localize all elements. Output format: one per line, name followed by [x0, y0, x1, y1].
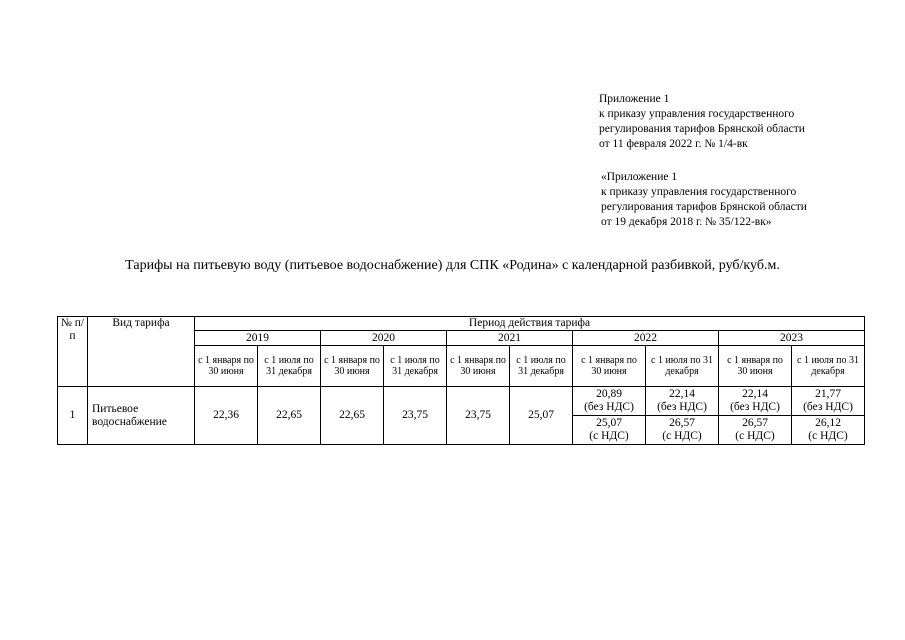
appendix-current-order: [599, 92, 805, 152]
value: 26,57: [669, 417, 695, 429]
tariff-value-without-vat: [573, 387, 646, 416]
header-subperiod: с 1 июля по 31 декабря: [792, 346, 865, 387]
vat-label: (без НДС): [803, 401, 853, 413]
value: 21,77: [815, 388, 841, 400]
header-subperiod: с 1 января по 30 июня: [447, 346, 510, 387]
document-title: Тарифы на питьевую воду (питьевое водоснабжение) для СПК «Родина» с календарной разбивкой, руб/куб.м.: [125, 258, 780, 273]
tariff-value-with-vat: [719, 416, 792, 445]
appendix-line: регулирования тарифов Брянской области: [599, 123, 805, 135]
row-tariff-type: Питьевое водоснабжение: [88, 387, 195, 445]
tariff-value-with-vat: [792, 416, 865, 445]
tariff-value: 22,65: [258, 387, 321, 445]
value: 22,14: [669, 388, 695, 400]
row-number: 1: [58, 387, 88, 445]
tariff-value: 25,07: [510, 387, 573, 445]
tariff-value-without-vat: [719, 387, 792, 416]
tariff-value-without-vat: [646, 387, 719, 416]
header-subperiod: с 1 января по 30 июня: [195, 346, 258, 387]
value: 26,12: [815, 417, 841, 429]
header-subperiod: с 1 июля по 31 декабря: [510, 346, 573, 387]
appendix-line: от 11 февраля 2022 г. № 1/4-вк: [599, 138, 748, 150]
tariff-value-with-vat: [573, 416, 646, 445]
tariff-value-without-vat: [792, 387, 865, 416]
header-year: 2019: [195, 331, 321, 346]
header-year: 2020: [321, 331, 447, 346]
vat-label: (без НДС): [730, 401, 780, 413]
vat-label: (с НДС): [589, 430, 629, 442]
value: 26,57: [742, 417, 768, 429]
appendix-line: к приказу управления государственного: [601, 186, 797, 198]
value: 22,14: [742, 388, 768, 400]
tariff-value: 22,36: [195, 387, 258, 445]
tariff-value: 23,75: [384, 387, 447, 445]
vat-label: (без НДС): [657, 401, 707, 413]
value: 20,89: [596, 388, 622, 400]
tariff-table: [57, 316, 865, 445]
tariff-value-with-vat: [646, 416, 719, 445]
vat-label: (с НДС): [662, 430, 702, 442]
appendix-line: Приложение 1: [599, 93, 670, 105]
vat-label: (с НДС): [808, 430, 848, 442]
header-subperiod: с 1 июля по 31 декабря: [646, 346, 719, 387]
vat-label: (без НДС): [584, 401, 634, 413]
header-year: 2022: [573, 331, 719, 346]
vat-label: (с НДС): [735, 430, 775, 442]
header-year: 2021: [447, 331, 573, 346]
tariff-value: 23,75: [447, 387, 510, 445]
header-subperiod: с 1 июля по 31 декабря: [258, 346, 321, 387]
appendix-line: к приказу управления государственного: [599, 108, 795, 120]
header-subperiod: с 1 июля по 31 декабря: [384, 346, 447, 387]
appendix-line: от 19 декабря 2018 г. № 35/122-вк»: [601, 216, 772, 228]
tariff-value: 22,65: [321, 387, 384, 445]
table-row: [58, 387, 865, 416]
value: 25,07: [596, 417, 622, 429]
header-subperiod: с 1 января по 30 июня: [719, 346, 792, 387]
header-number: № п/п: [58, 317, 88, 387]
header-subperiod: с 1 января по 30 июня: [573, 346, 646, 387]
appendix-line: регулирования тарифов Брянской области: [601, 201, 807, 213]
header-year: 2023: [719, 331, 865, 346]
header-subperiod: с 1 января по 30 июня: [321, 346, 384, 387]
header-period: Период действия тарифа: [195, 317, 865, 331]
appendix-line: «Приложение 1: [601, 171, 678, 183]
header-tariff-type: Вид тарифа: [88, 317, 195, 387]
appendix-previous-order: [601, 170, 807, 230]
